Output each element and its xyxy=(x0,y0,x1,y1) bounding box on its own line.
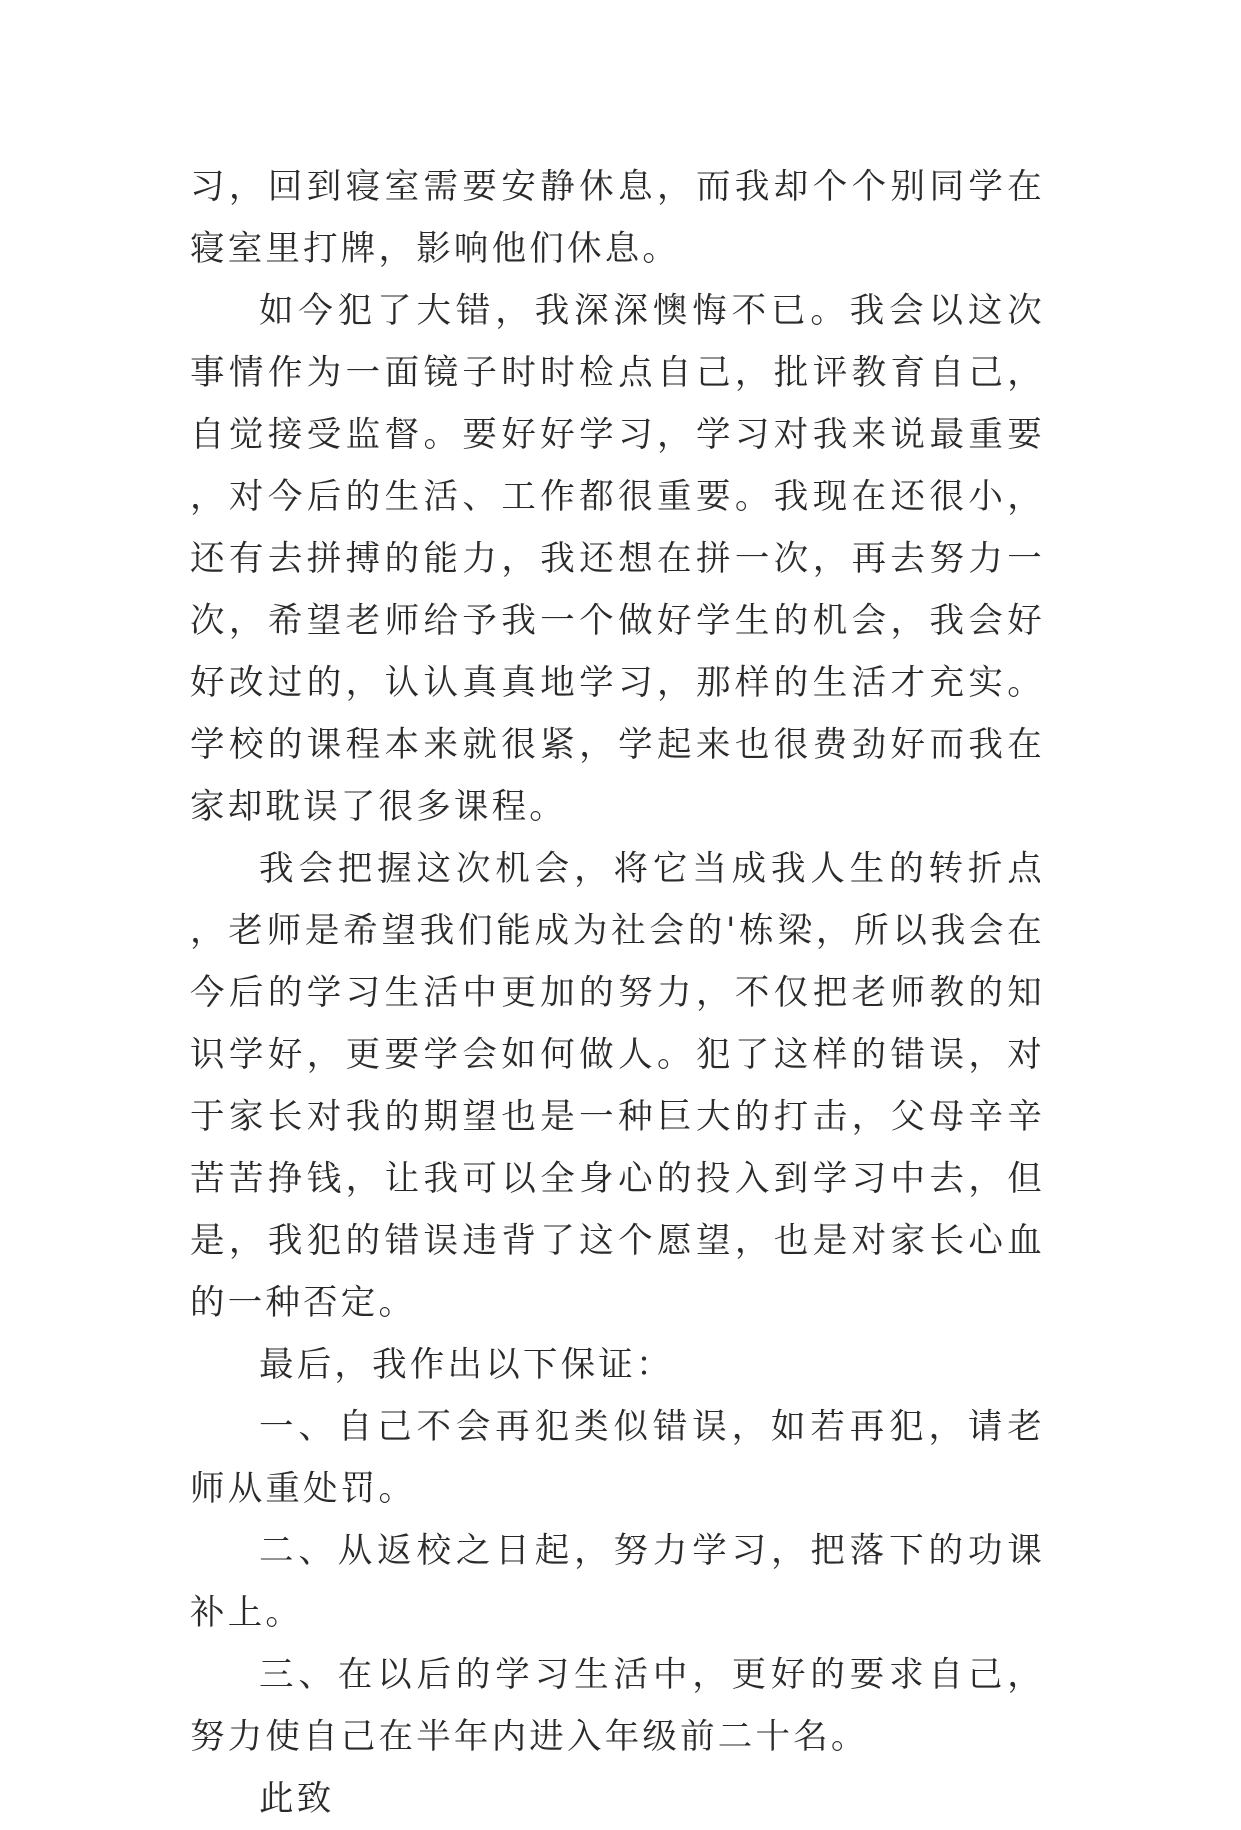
paragraph-regret: 如今犯了大错，我深深懊悔不已。我会以这次事情作为一面镜子时时检点自己，批评教育自己，自觉接受监督。要好好学习，学习对我来说最重要，对今后的生活、工作都很重要。我现在还很小，还有去拼搏的能力，我还想在拼一次，再去努力一次，希望老师给予我一个做好学生的机会，我会好好改过的，认认真真地学习，那样的生活才充实。学校的课程本来就很紧，学起来也很费劲好而我在家却耽误了很多课程。 xyxy=(190,291,1045,827)
paragraph-continuation: 习，回到寝室需要安静休息，而我却个个别同学在寝室里打牌，影响他们休息。 xyxy=(190,167,1045,269)
paragraph-guarantee-3: 三、在以后的学习生活中，更好的要求自己，努力使自己在半年内进入年级前二十名。 xyxy=(190,1655,1045,1757)
paragraph-guarantee-1: 一、自己不会再犯类似错误，如若再犯，请老师从重处罚。 xyxy=(190,1407,1045,1509)
paragraph-guarantee-intro: 最后，我作出以下保证： xyxy=(259,1345,674,1385)
paragraph-guarantee-2: 二、从返校之日起，努力学习，把落下的功课补上。 xyxy=(190,1531,1045,1633)
paragraph-closing: 此致 xyxy=(259,1779,335,1819)
document-body xyxy=(190,156,1045,1830)
paragraph-opportunity: 我会把握这次机会，将它当成我人生的转折点，老师是希望我们能成为社会的'栋梁，所以我会在今后的学习生活中更加的努力，不仅把老师教的知识学好，更要学会如何做人。犯了这样的错误，对于家长对我的期望也是一种巨大的打击，父母辛辛苦苦挣钱，让我可以全身心的投入到学习中去，但是，我犯的错误违背了这个愿望，也是对家长心血的一种否定。 xyxy=(190,849,1045,1323)
